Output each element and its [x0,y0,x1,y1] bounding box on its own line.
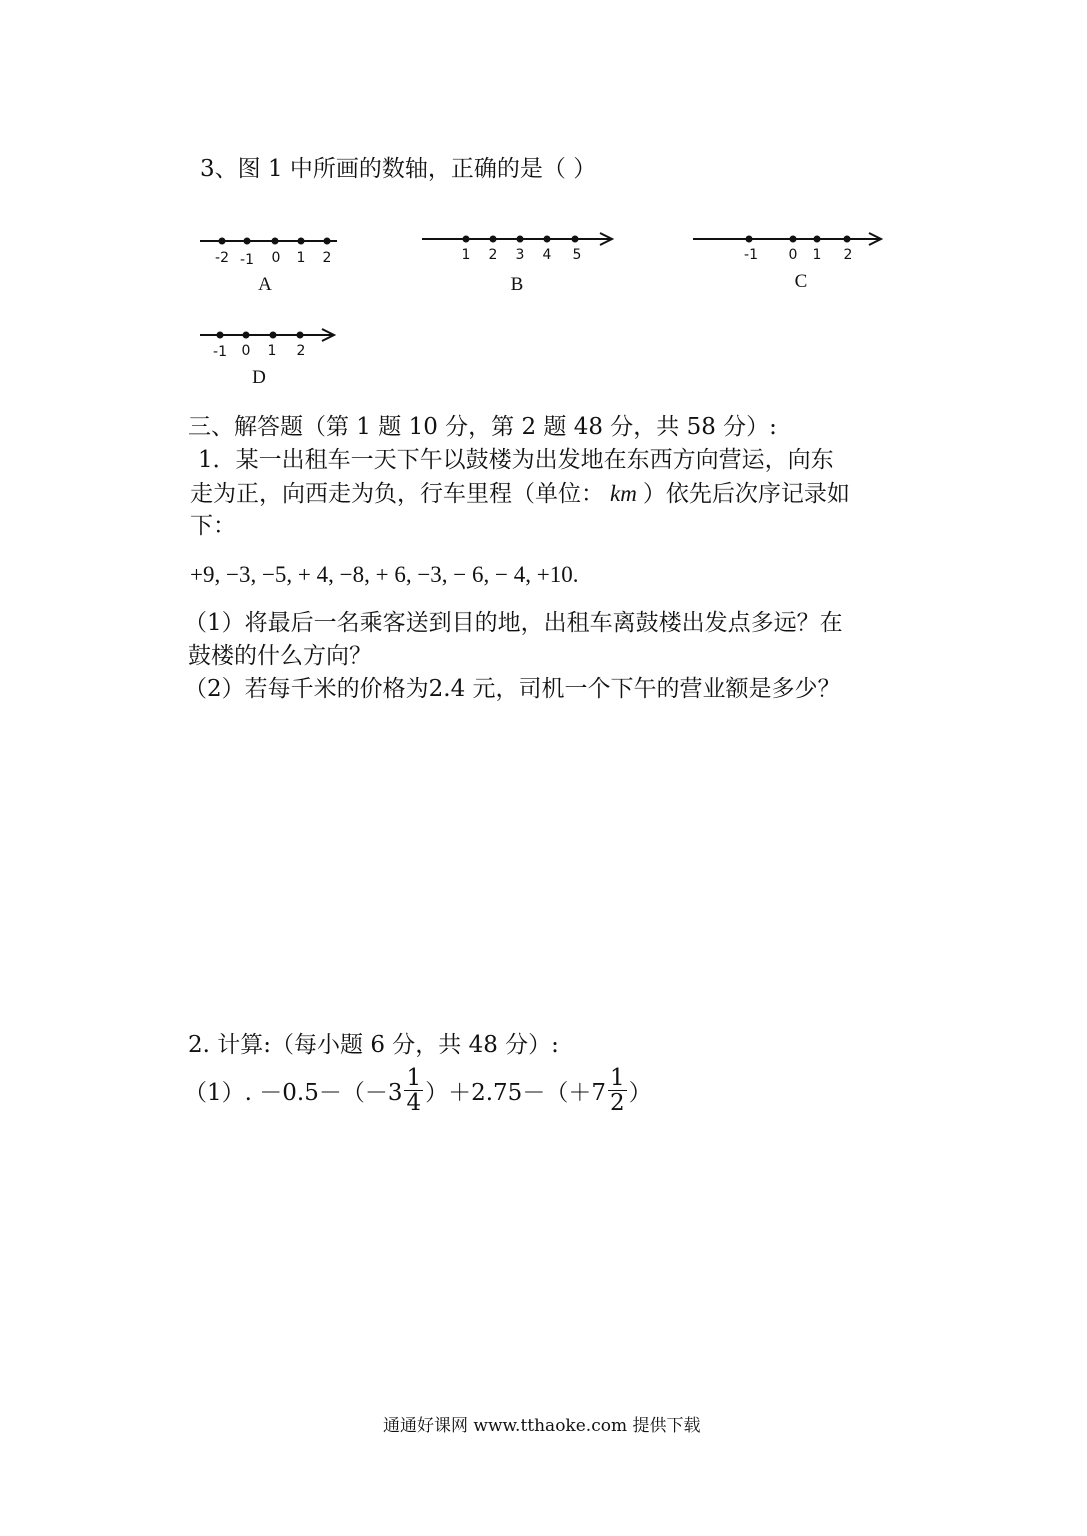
tick-label: 2 [488,247,498,263]
problem-1-line-3: 下： [190,513,236,539]
tick-label: 1 [296,250,306,266]
tick-label: 5 [572,247,582,263]
fraction-numerator: 1 [406,1065,422,1091]
option-label: D [252,367,266,388]
sub-question-2: （2）若每千米的价格为2.4 元，司机一个下午的营业额是多少？ [184,676,841,702]
fraction-one-quarter [404,1066,423,1115]
fraction-denominator: 2 [609,1090,625,1117]
number-line-d [200,322,360,392]
problem-1-line-2-start: 走为正，向西走为负，行车里程（单位： [190,481,604,507]
option-label: A [258,274,272,295]
problem-2-heading: 2. 计算:（每小题 6 分，共 48 分）: [188,1032,559,1058]
page-footer: 通通好课网 www.tthaoke.com 提供下载 [383,1416,701,1436]
expr-middle: ）＋2.75－（＋7 [425,1080,606,1107]
number-line-b [420,226,620,296]
tick-label: 0 [271,250,281,266]
expr-suffix: ） [628,1080,652,1107]
tick-label: 1 [812,247,822,263]
problem-1-line-2-end: ）依先后次序记录如 [642,481,850,507]
tick-label: -1 [240,252,254,268]
number-line-c [693,226,893,296]
sub-question-1-line-1: （1）将最后一名乘客送到目的地，出租车离鼓楼出发点多远？在 [184,610,843,636]
sub-question-1-line-2: 鼓楼的什么方向？ [188,643,372,669]
tick-label: -1 [213,344,227,360]
calculation-expression [184,1066,652,1115]
tick-label: 0 [788,247,798,263]
problem-1-line-1: 1．某一出租车一天下午以鼓楼为出发地在东西方向营运，向东 [198,447,834,473]
option-label: B [510,274,524,295]
expr-prefix: （1）. －0.5－（－3 [184,1080,403,1107]
tick-label: 1 [267,343,277,359]
option-label: C [794,271,808,292]
unit-km: km [610,481,637,506]
number-line-a [200,228,360,298]
tick-label: 4 [542,247,552,263]
question-3-prompt: 3、图 1 中所画的数轴，正确的是（ ） [200,156,597,182]
tick-label: 1 [461,247,471,263]
tick-label: 3 [515,247,525,263]
fraction-one-half [608,1066,627,1115]
fraction-numerator: 1 [609,1065,625,1091]
section-heading: 三、解答题（第 1 题 10 分，第 2 题 48 分，共 58 分）: [188,414,777,440]
tick-label: 2 [322,250,332,266]
tick-label: -1 [744,247,758,263]
tick-label: -2 [215,250,229,266]
mileage-record: +9, −3, −5, + 4, −8, + 6, −3, − 6, − 4, +10. [190,562,579,587]
tick-label: 0 [241,343,251,359]
tick-label: 2 [296,343,306,359]
fraction-denominator: 4 [406,1090,422,1117]
tick-label: 2 [843,247,853,263]
problem-1-line-2 [190,482,850,506]
